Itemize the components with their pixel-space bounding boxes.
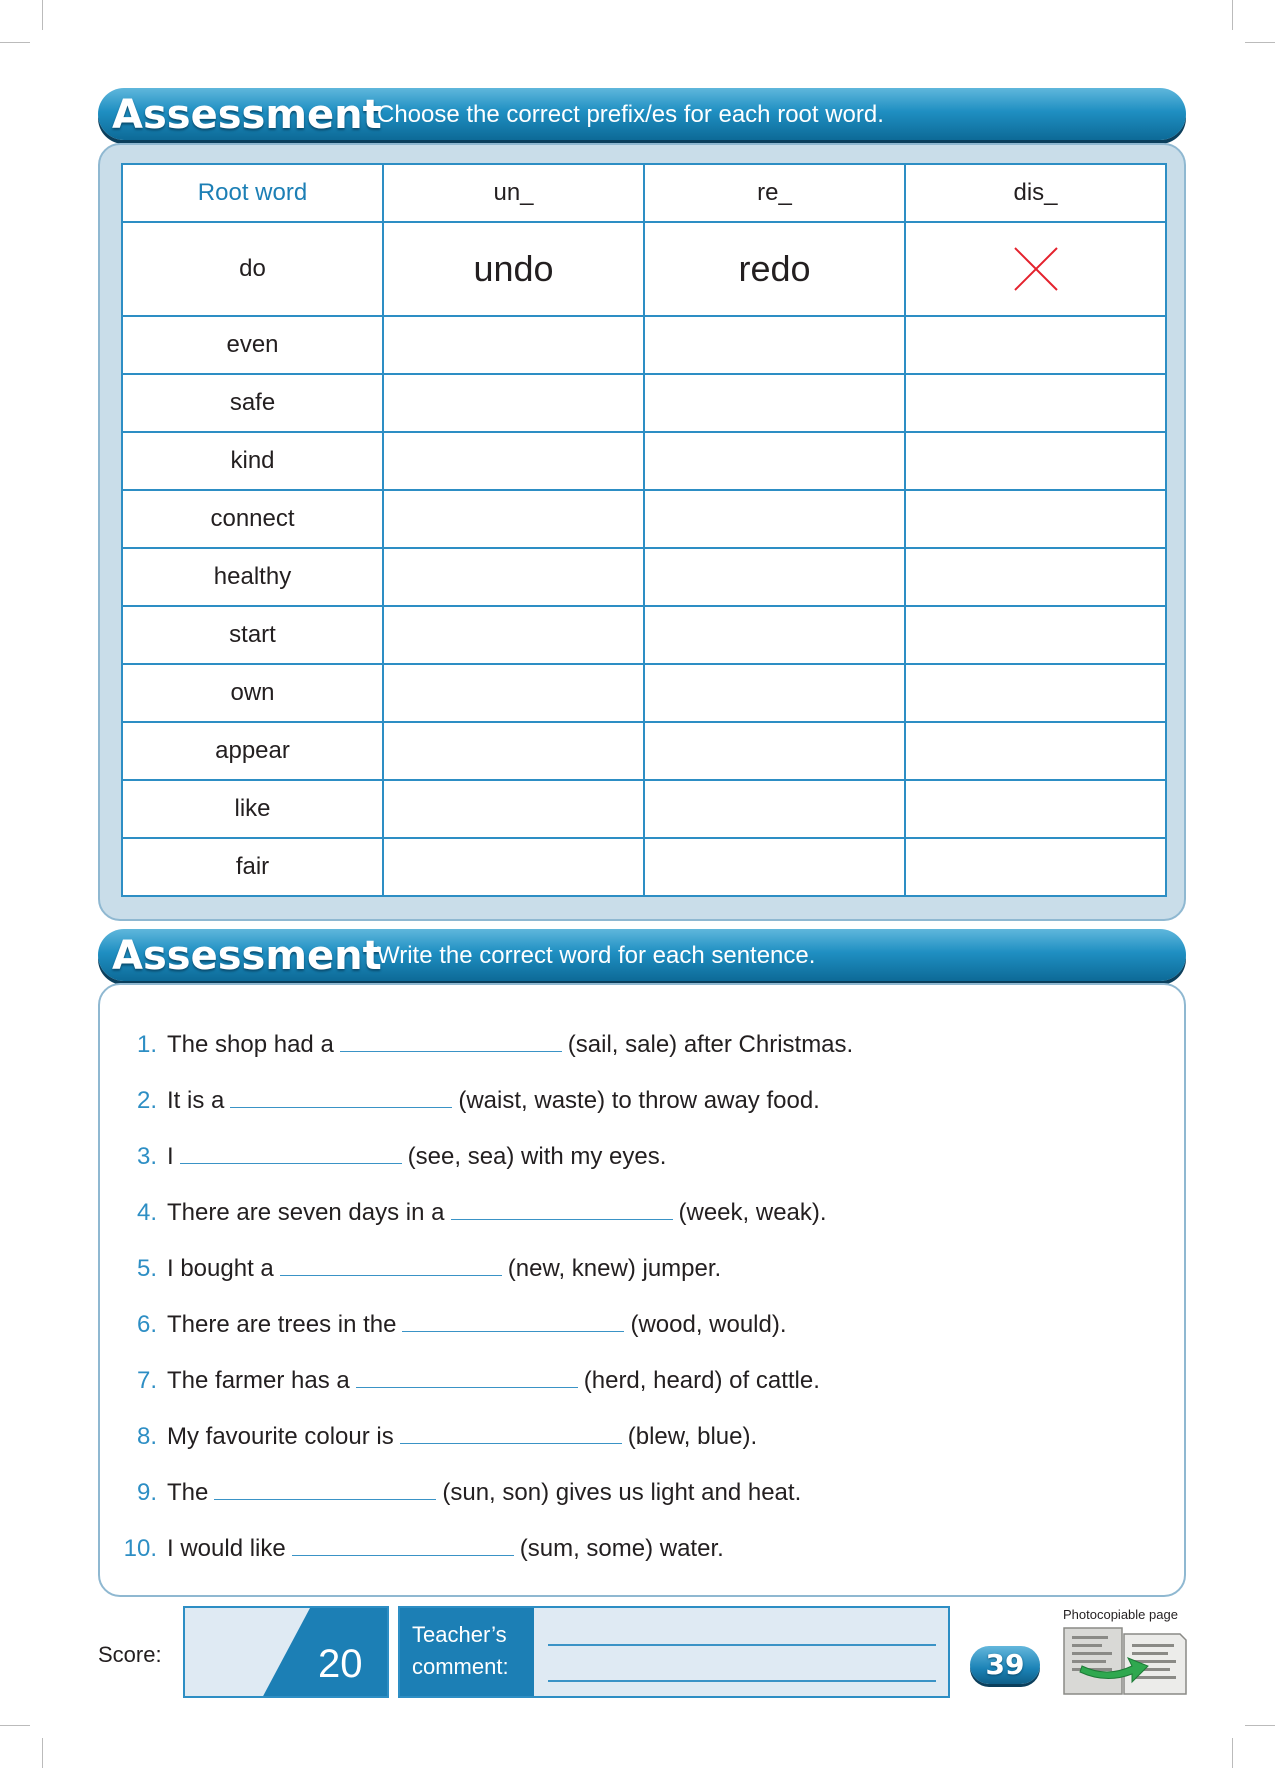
table-row <box>122 490 1166 548</box>
section-instruction: Choose the correct prefix/es for each root word. <box>377 101 884 128</box>
page-number-badge <box>970 1646 1040 1684</box>
crop-mark <box>0 42 30 43</box>
sentence-number: 9. <box>136 1479 157 1506</box>
sentence-text-before: There are trees in the <box>167 1311 397 1338</box>
re-answer-cell[interactable] <box>644 432 905 490</box>
sentence-number: 3. <box>136 1143 157 1170</box>
table-row <box>122 838 1166 896</box>
table-row <box>122 664 1166 722</box>
sentence-text-after: (herd, heard) of cattle. <box>583 1367 820 1394</box>
root-word-cell: fair <box>122 838 383 896</box>
answer-blank[interactable] <box>214 1479 436 1500</box>
answer-blank[interactable] <box>340 1031 562 1052</box>
root-word-cell: do <box>122 222 383 316</box>
section-title: Assessment <box>112 933 382 979</box>
comment-label-line2: comment: <box>412 1654 509 1679</box>
re-answer-cell[interactable] <box>644 780 905 838</box>
comment-line[interactable] <box>548 1644 936 1646</box>
comment-line[interactable] <box>548 1680 936 1682</box>
dis-answer-cell[interactable] <box>905 722 1166 780</box>
sentence-text-after: (waist, waste) to throw away food. <box>458 1087 820 1114</box>
page-number: 39 <box>985 1648 1025 1681</box>
sentence-item <box>118 1143 666 1177</box>
sentence-number: 8. <box>136 1423 157 1450</box>
cross-icon <box>1013 246 1059 292</box>
header-dis: dis_ <box>905 164 1166 222</box>
root-word-cell: connect <box>122 490 383 548</box>
root-word-cell: appear <box>122 722 383 780</box>
sentence-text-before: The farmer has a <box>167 1367 350 1394</box>
root-word-cell: safe <box>122 374 383 432</box>
comment-label-line1: Teacher’s <box>412 1622 507 1647</box>
re-answer-cell[interactable] <box>644 316 905 374</box>
sentence-number: 10. <box>123 1535 157 1562</box>
sentence-text-before: I would like <box>167 1535 286 1562</box>
re-answer-cell[interactable] <box>644 664 905 722</box>
prefix-table <box>121 163 1167 897</box>
dis-answer-cell[interactable] <box>905 606 1166 664</box>
table-row <box>122 780 1166 838</box>
un-answer-cell[interactable] <box>383 316 644 374</box>
dis-answer-cell[interactable] <box>905 838 1166 896</box>
score-box <box>183 1606 389 1698</box>
sentence-text-after: (see, sea) with my eyes. <box>407 1143 667 1170</box>
table-header-row <box>122 164 1166 222</box>
sentence-item <box>118 1199 827 1233</box>
sentence-number: 4. <box>136 1199 157 1226</box>
table-row <box>122 432 1166 490</box>
dis-answer-cell[interactable] <box>905 548 1166 606</box>
answer-blank[interactable] <box>356 1367 578 1388</box>
re-answer-cell[interactable] <box>644 548 905 606</box>
crop-mark <box>1232 0 1233 30</box>
un-answer-cell[interactable] <box>383 780 644 838</box>
answer-blank[interactable] <box>292 1535 514 1556</box>
teacher-comment-box <box>398 1606 950 1698</box>
sentence-text-after: (week, weak). <box>678 1199 827 1226</box>
sentence-text-after: (wood, would). <box>630 1311 787 1338</box>
crop-mark <box>42 1738 43 1768</box>
sentence-item <box>118 1423 757 1457</box>
sentence-item <box>118 1535 724 1569</box>
score-total: 20 <box>318 1642 363 1686</box>
un-answer-cell[interactable] <box>383 490 644 548</box>
sentence-text-before: I <box>167 1143 174 1170</box>
sentence-item <box>118 1031 853 1065</box>
un-answer-cell[interactable] <box>383 432 644 490</box>
sentence-item <box>118 1479 801 1513</box>
root-word-cell: own <box>122 664 383 722</box>
answer-blank[interactable] <box>400 1423 622 1444</box>
score-label: Score: <box>98 1642 162 1667</box>
table-row <box>122 222 1166 316</box>
un-answer-cell[interactable]: undo <box>383 222 644 316</box>
dis-answer-cell[interactable] <box>905 432 1166 490</box>
answer-blank[interactable] <box>451 1199 673 1220</box>
crop-mark <box>1232 1738 1233 1768</box>
re-answer-cell[interactable] <box>644 490 905 548</box>
un-answer-cell[interactable] <box>383 722 644 780</box>
section-title: Assessment <box>112 92 382 138</box>
sentence-number: 2. <box>136 1087 157 1114</box>
sentence-number: 6. <box>136 1311 157 1338</box>
sentence-text-before: The shop had a <box>167 1031 334 1058</box>
header-root-word: Root word <box>122 164 383 222</box>
photocopy-icon <box>1062 1626 1188 1696</box>
answer-blank[interactable] <box>280 1255 502 1276</box>
root-word-cell: healthy <box>122 548 383 606</box>
dis-answer-cell[interactable] <box>905 374 1166 432</box>
sentence-text-after: (sum, some) water. <box>519 1535 724 1562</box>
dis-answer-cell[interactable] <box>905 222 1166 316</box>
sentence-text-before: There are seven days in a <box>167 1199 445 1226</box>
root-word-cell: start <box>122 606 383 664</box>
section-instruction: Write the correct word for each sentence. <box>377 942 816 969</box>
assessment-banner-homophones <box>98 929 1186 981</box>
crop-mark <box>1245 1725 1275 1726</box>
root-word-cell: like <box>122 780 383 838</box>
table-row <box>122 548 1166 606</box>
header-re: re_ <box>644 164 905 222</box>
re-answer-cell[interactable] <box>644 838 905 896</box>
sentence-number: 5. <box>136 1255 157 1282</box>
sentence-number: 7. <box>136 1367 157 1394</box>
crop-mark <box>1245 42 1275 43</box>
dis-answer-cell[interactable] <box>905 490 1166 548</box>
sentence-item <box>118 1311 787 1345</box>
un-answer-cell[interactable] <box>383 838 644 896</box>
root-word-cell: even <box>122 316 383 374</box>
re-answer-cell[interactable]: redo <box>644 222 905 316</box>
un-answer-cell[interactable] <box>383 548 644 606</box>
sentence-item <box>118 1367 820 1401</box>
crop-mark <box>42 0 43 30</box>
sentence-text-after: (sun, son) gives us light and heat. <box>442 1479 802 1506</box>
dis-answer-cell[interactable] <box>905 316 1166 374</box>
sentence-text-after: (blew, blue). <box>627 1423 758 1450</box>
photocopiable-label: Photocopiable page <box>1063 1607 1178 1622</box>
answer-blank[interactable] <box>180 1143 402 1164</box>
sentence-text-before: I bought a <box>167 1255 274 1282</box>
un-answer-cell[interactable] <box>383 374 644 432</box>
un-answer-cell[interactable] <box>383 606 644 664</box>
sentence-text-after: (sail, sale) after Christmas. <box>567 1031 854 1058</box>
table-row <box>122 722 1166 780</box>
re-answer-cell[interactable] <box>644 374 905 432</box>
header-un: un_ <box>383 164 644 222</box>
assessment-banner-prefixes <box>98 88 1186 140</box>
re-answer-cell[interactable] <box>644 606 905 664</box>
table-row <box>122 316 1166 374</box>
sentence-number: 1. <box>136 1031 157 1058</box>
dis-answer-cell[interactable] <box>905 664 1166 722</box>
root-word-cell: kind <box>122 432 383 490</box>
sentence-text-before: It is a <box>167 1087 225 1114</box>
un-answer-cell[interactable] <box>383 664 644 722</box>
table-row <box>122 374 1166 432</box>
sentence-text-after: (new, knew) jumper. <box>507 1255 722 1282</box>
dis-answer-cell[interactable] <box>905 780 1166 838</box>
re-answer-cell[interactable] <box>644 722 905 780</box>
answer-blank[interactable] <box>402 1311 624 1332</box>
sentence-text-before: The <box>167 1479 209 1506</box>
teacher-comment-label <box>400 1608 534 1696</box>
sentence-text-before: My favourite colour is <box>167 1423 394 1450</box>
sentence-item <box>118 1255 721 1289</box>
crop-mark <box>0 1725 30 1726</box>
answer-blank[interactable] <box>230 1087 452 1108</box>
sentence-item <box>118 1087 820 1121</box>
table-row <box>122 606 1166 664</box>
